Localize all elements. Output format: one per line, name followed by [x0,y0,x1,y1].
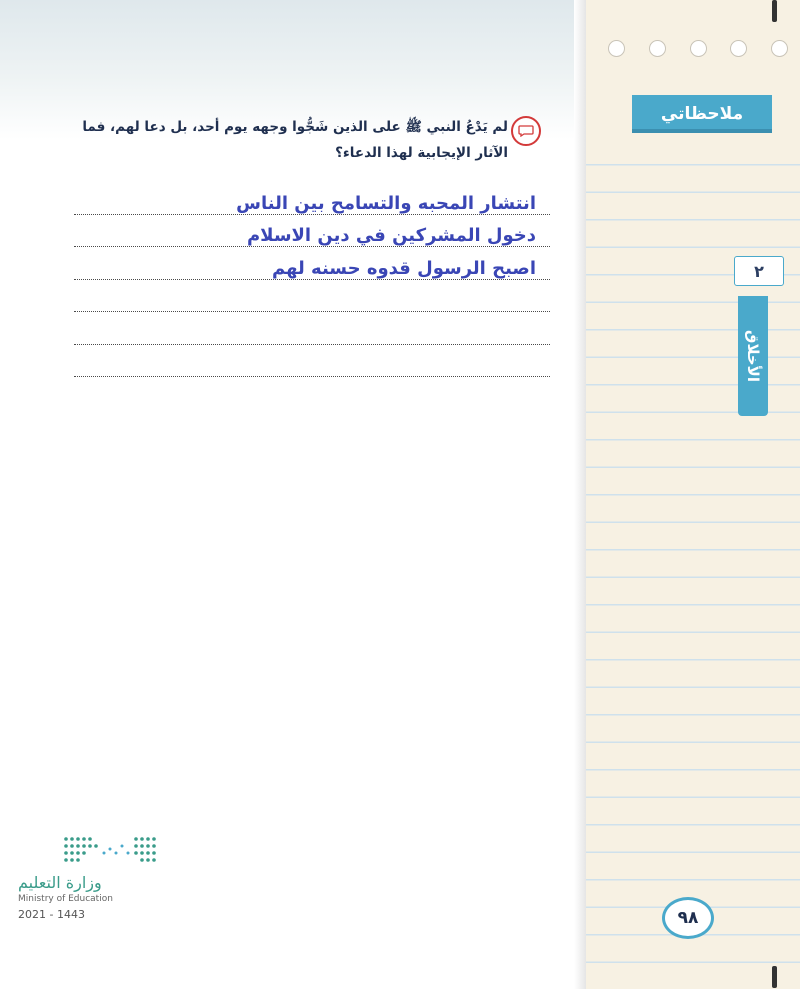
unit-title: الأخلاق [744,330,763,382]
answer-line[interactable] [74,280,550,313]
answer-text: اصبح الرسول قدوه حسنه لهم [272,257,536,279]
answer-line[interactable] [74,345,550,378]
binder-hole [730,40,747,57]
answer-area[interactable] [74,182,550,377]
notes-title: ملاحظاتي [660,104,744,124]
binder-hole [771,40,788,57]
ministry-name-en: Ministry of Education [18,894,113,904]
answer-line[interactable] [74,312,550,345]
answer-text: دخول المشركين في دين الاسلام [246,225,536,246]
binder-mark-top [772,0,777,22]
answer-line[interactable] [74,215,550,248]
question-text: لم يَدْعُ النبي ﷺ على الذين شَجُّوا وجهه يوم أحد، بل دعا لهم، فما الآثار الإيجابية لهذا الدعاء؟ [82,119,508,161]
answer-line[interactable] [74,182,550,215]
answer-line[interactable] [74,247,550,280]
page-number: ٩٨ [677,908,699,928]
ministry-logo [62,834,158,864]
answer-text: انتشار المحبه والتسامح بين الناس [236,192,536,214]
ministry-name-ar: وزارة التعليم [18,873,102,892]
binder-holes [608,40,788,64]
binder-hole [690,40,707,57]
binder-hole [608,40,625,57]
unit-number: ٢ [754,261,764,281]
ministry-year: 2021 - 1443 [18,908,85,921]
notes-title-tab [632,95,772,133]
page-number-badge [662,897,714,939]
binder-hole [649,40,666,57]
unit-number-box [734,256,784,286]
think-question-icon [511,116,541,146]
binder-mark-bottom [772,966,777,988]
notes-panel [586,0,800,989]
speech-bubble-icon [518,125,534,137]
unit-title-tab [738,296,768,416]
